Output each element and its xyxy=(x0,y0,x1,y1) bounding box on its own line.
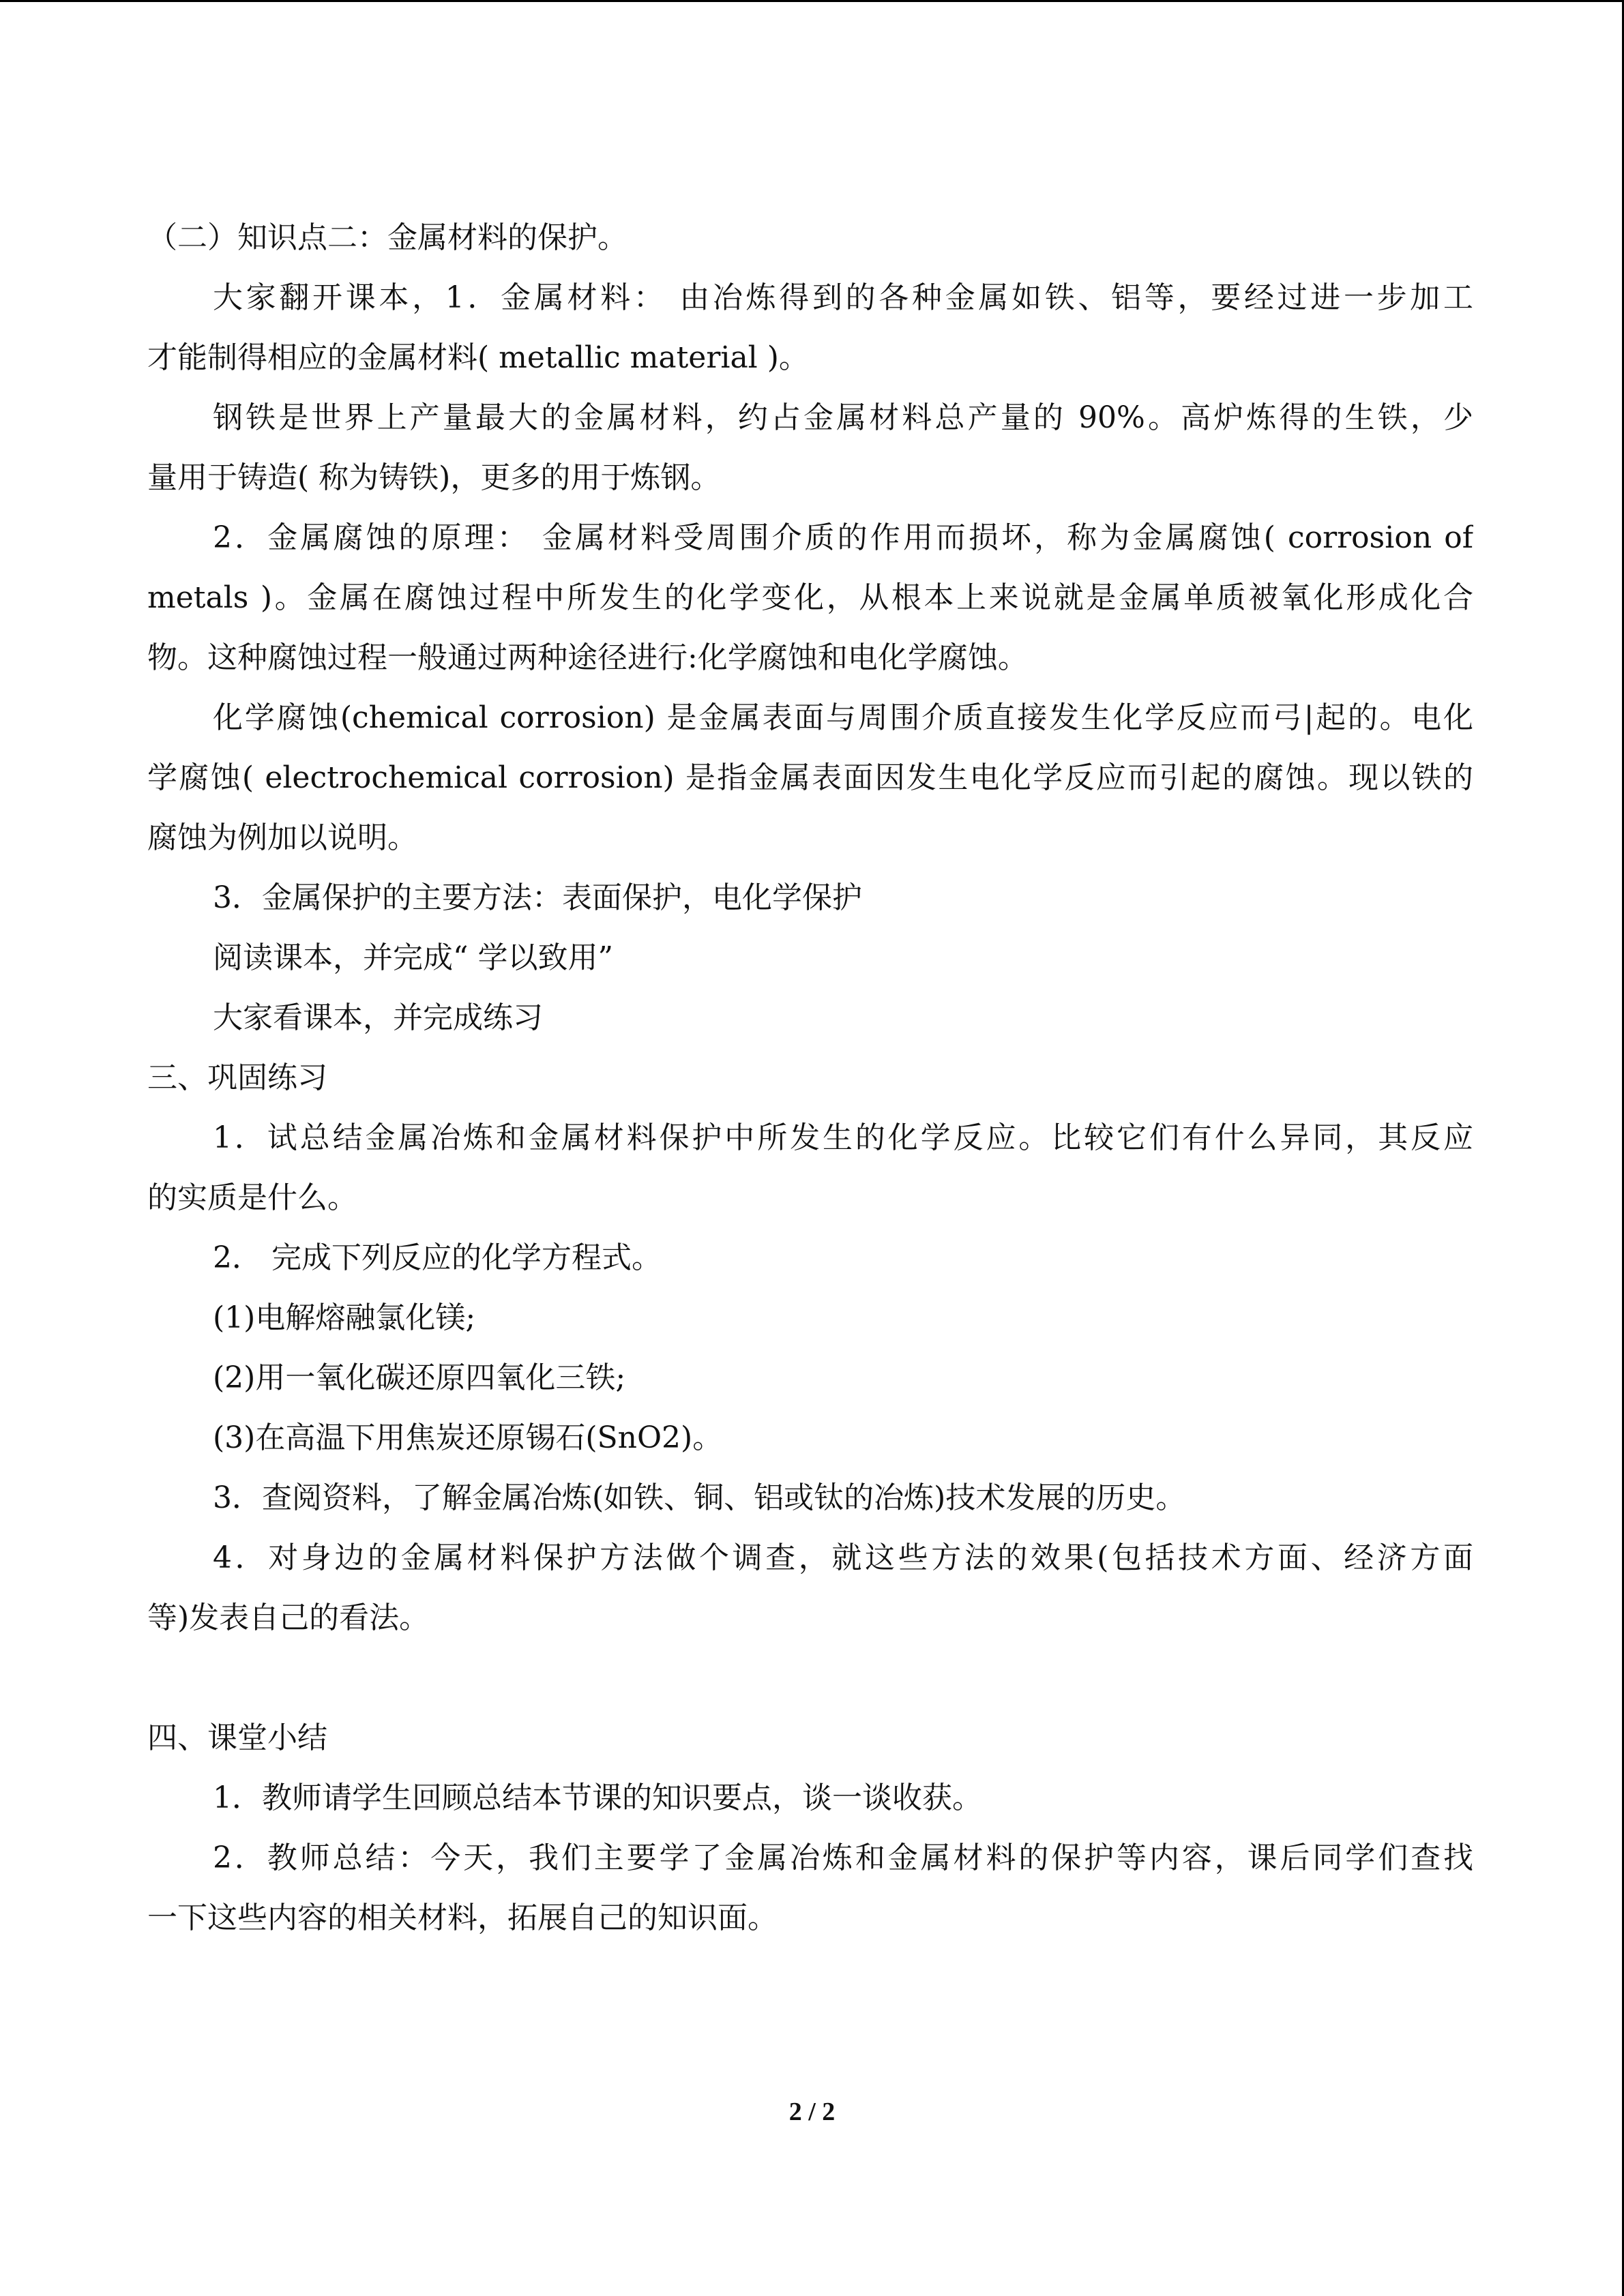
question-line: 的实质是什么。 xyxy=(147,1180,357,1215)
section-heading: 四、课堂小结 xyxy=(147,1720,327,1755)
question-line: 4．对身边的金属材料保护方法做个调查，就这些方法的效果(包括技术方面、经济方面 xyxy=(213,1540,1473,1575)
section-summary xyxy=(147,1708,1473,1948)
paragraph-line: 阅读课本，并完成“ 学以致用” xyxy=(213,940,613,975)
question-line: 1．试总结金属冶炼和金属材料保护中所发生的化学反应。比较它们有什么异同，其反应 xyxy=(213,1120,1473,1155)
document-body xyxy=(147,208,1473,1948)
paragraph-line: 3．金属保护的主要方法：表面保护，电化学保护 xyxy=(213,880,862,915)
section-practice xyxy=(147,1048,1473,1648)
paragraph-line: 化学腐蚀(chemical corrosion) 是金属表面与周围介质直接发生化学反应而弓|起的。电化 xyxy=(213,700,1473,735)
page-border-top xyxy=(0,0,1624,2)
paragraph-line: metals )。金属在腐蚀过程中所发生的化学变化，从根本上来说就是金属单质被氧化形成化合 xyxy=(147,580,1473,615)
section-heading: 三、巩固练习 xyxy=(147,1060,327,1095)
question-subitem: (2)用一氧化碳还原四氧化三铁; xyxy=(213,1360,626,1395)
paragraph-line: 才能制得相应的金属材料( metallic material )。 xyxy=(147,340,809,375)
summary-line: 一下这些内容的相关材料，拓展自己的知识面。 xyxy=(147,1900,778,1935)
question-line: 等)发表自己的看法。 xyxy=(147,1600,430,1635)
paragraph-line: 大家看课本，并完成练习 xyxy=(213,1000,543,1035)
summary-line: 1．教师请学生回顾总结本节课的知识要点，谈一谈收获。 xyxy=(213,1780,982,1815)
paragraph-line: 腐蚀为例加以说明。 xyxy=(147,820,417,855)
paragraph-line: 量用于铸造( 称为铸铁)，更多的用于炼钢。 xyxy=(147,460,721,495)
question-subitem: (1)电解熔融氯化镁; xyxy=(213,1300,476,1335)
question-line: 2． 完成下列反应的化学方程式。 xyxy=(213,1240,662,1275)
paragraph-line: 大家翻开课本，1．金属材料： 由冶炼得到的各种金属如铁、铝等，要经过进一步加工 xyxy=(213,280,1473,315)
page-number: 2 / 2 xyxy=(788,2098,836,2126)
paragraph-line: 2．金属腐蚀的原理： 金属材料受周围介质的作用而损坏，称为金属腐蚀( corrosion of xyxy=(213,520,1473,555)
paragraph-line: 物。这种腐蚀过程一般通过两种途径进行:化学腐蚀和电化学腐蚀。 xyxy=(147,640,1028,675)
paragraph-line: 钢铁是世界上产量最大的金属材料，约占金属材料总产量的 90%。高炉炼得的生铁，少 xyxy=(213,400,1473,435)
section-heading: （二）知识点二：金属材料的保护。 xyxy=(147,220,628,255)
question-subitem: (3)在高温下用焦炭还原锡石(SnO2)。 xyxy=(213,1420,723,1455)
question-line: 3．查阅资料，了解金属冶炼(如铁、铜、铝或钛的冶炼)技术发展的历史。 xyxy=(213,1480,1186,1515)
summary-line: 2．教师总结：今天，我们主要学了金属冶炼和金属材料的保护等内容，课后同学们查找 xyxy=(213,1840,1473,1875)
section-knowledge-point-2 xyxy=(147,208,1473,1048)
paragraph-line: 学腐蚀( electrochemical corrosion) 是指金属表面因发生电化学反应而引起的腐蚀。现以铁的 xyxy=(147,760,1473,795)
blank-line xyxy=(147,1648,1473,1708)
